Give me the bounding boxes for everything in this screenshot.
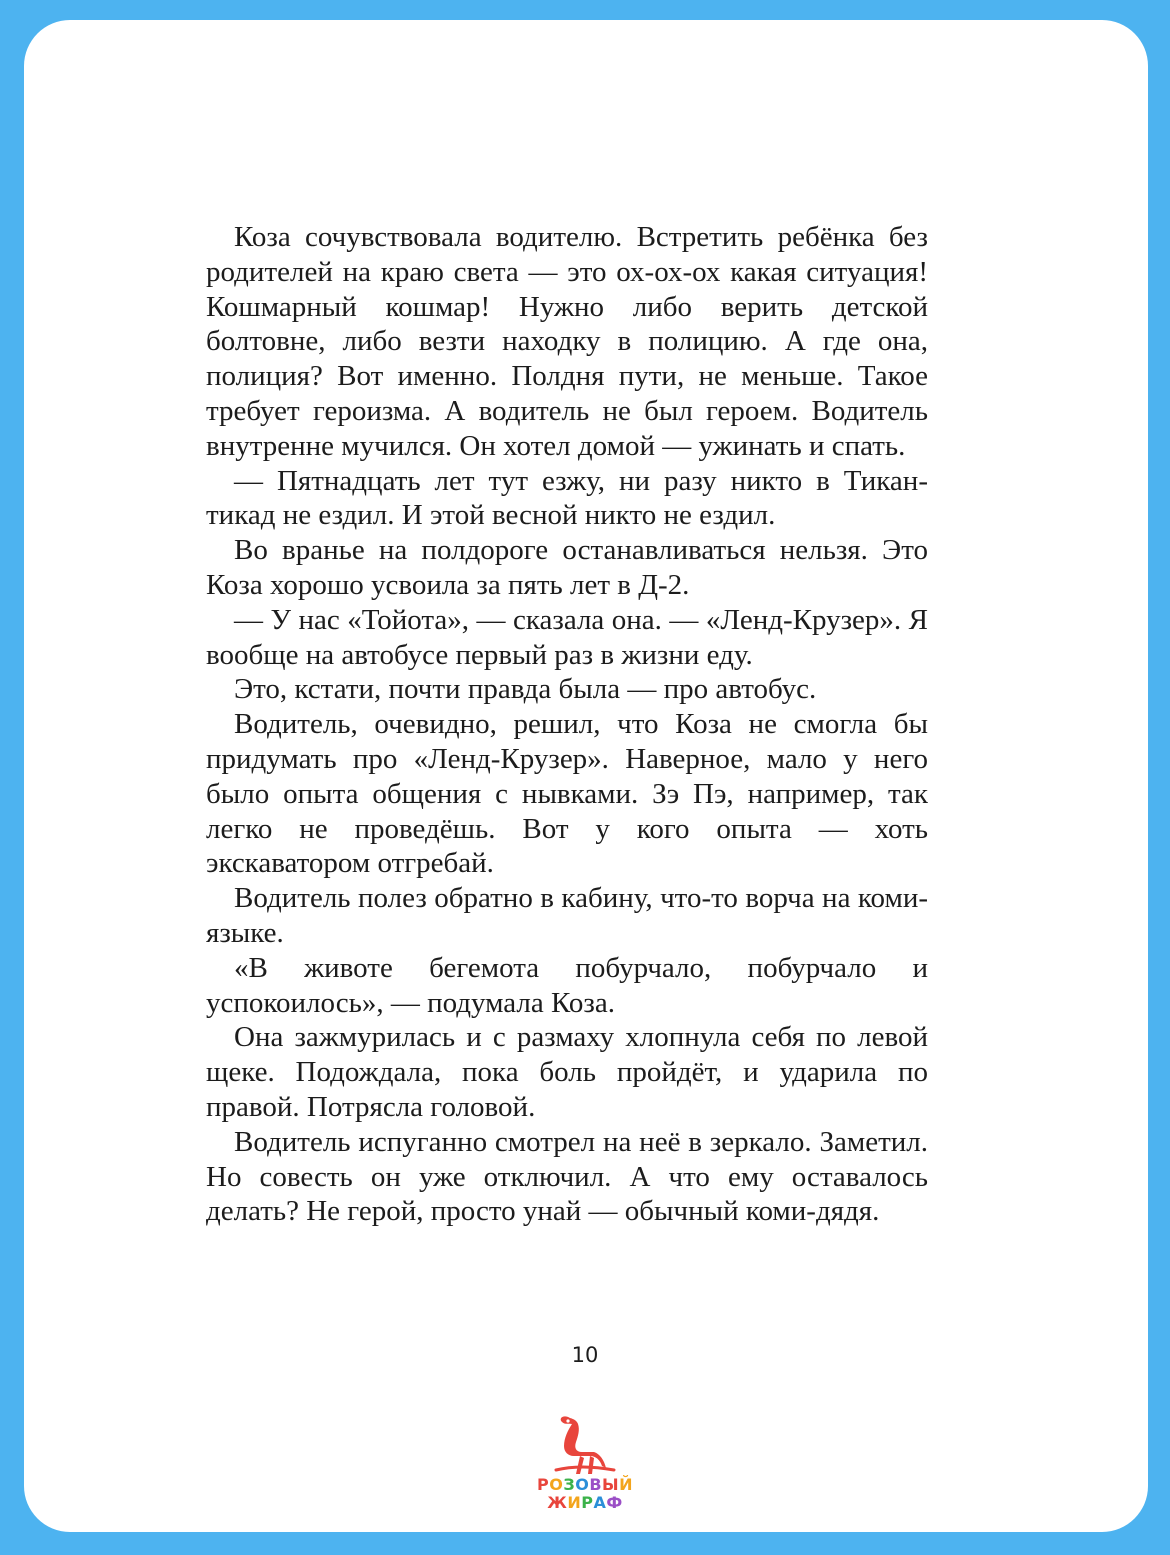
logo-letter: Ж bbox=[547, 1493, 568, 1512]
paragraph: «В животе бегемота побурчало, побурчало и успокоилось», — подумала Коза. bbox=[206, 951, 928, 1019]
logo-letter: В bbox=[589, 1475, 603, 1494]
logo-letter: А bbox=[593, 1493, 607, 1512]
paragraph: — Пятнадцать лет тут езжу, ни разу никто в Тикан-тикад не ездил. И этой весной никто не ездил. bbox=[206, 464, 928, 532]
logo-letter: Р bbox=[537, 1475, 550, 1494]
paragraph: Она зажмурилась и с размаху хлопнула себя по левой щеке. Подождала, пока боль пройдёт, и ударила по правой. Потрясла головой. bbox=[206, 1021, 928, 1123]
paragraph: Коза сочувствовала водителю. Встретить ребёнка без родителей на краю света — это ох-ох-ох какая ситуация! Кошмарный кошмар! Нужно либо верить детской болтовне, либо везти находку в полицию. А где она, полиция? Вот именно. Полдня пути, не меньше. Такое требует героизма. А водитель не был героем. Водитель внутренне мучился. Он хотел домой — ужинать и спать. bbox=[206, 221, 928, 462]
logo-letter: О bbox=[575, 1475, 590, 1494]
logo-letter: Ы bbox=[602, 1475, 620, 1494]
paragraph: Водитель полез обратно в кабину, что-то ворча на коми-языке. bbox=[206, 882, 928, 949]
paragraph: Водитель испуганно смотрел на неё в зеркало. Заметил. Но совесть он уже отключил. А что ему оставалось делать? Не герой, просто унай — обычный коми-дядя. bbox=[206, 1125, 928, 1228]
logo-letter: Р bbox=[581, 1493, 594, 1512]
paragraph: Водитель, очевидно, решил, что Коза не смогла бы придумать про «Ленд-Крузер». Наверное, мало у него было опыта общения с нывками. Зэ Пэ, например, так легко не проведёшь. Вот у кого опыта — хоть экскаватором отгребай. bbox=[206, 708, 928, 880]
logo-letter: Й bbox=[619, 1475, 633, 1494]
body-text bbox=[206, 220, 928, 1229]
publisher-logo bbox=[520, 1412, 650, 1524]
logo-letter: З bbox=[563, 1475, 576, 1494]
logo-letter: О bbox=[549, 1475, 564, 1494]
paragraph: Во вранье на полдороге останавливаться нельзя. Это Коза хорошо усвоила за пять лет в Д-2. bbox=[206, 534, 928, 601]
logo-letter: И bbox=[567, 1493, 582, 1512]
logo-text-line2 bbox=[520, 1494, 650, 1512]
pink-giraffe-icon bbox=[542, 1412, 622, 1476]
page-number: 10 bbox=[571, 1343, 599, 1367]
logo-text-line1 bbox=[520, 1476, 650, 1494]
paragraph: — У нас «Тойота», — сказала она. — «Ленд-Крузер». Я вообще на автобусе первый раз в жизни еду. bbox=[206, 603, 928, 671]
paragraph: Это, кстати, почти правда была — про автобус. bbox=[234, 673, 817, 706]
logo-letter: Ф bbox=[606, 1493, 623, 1512]
